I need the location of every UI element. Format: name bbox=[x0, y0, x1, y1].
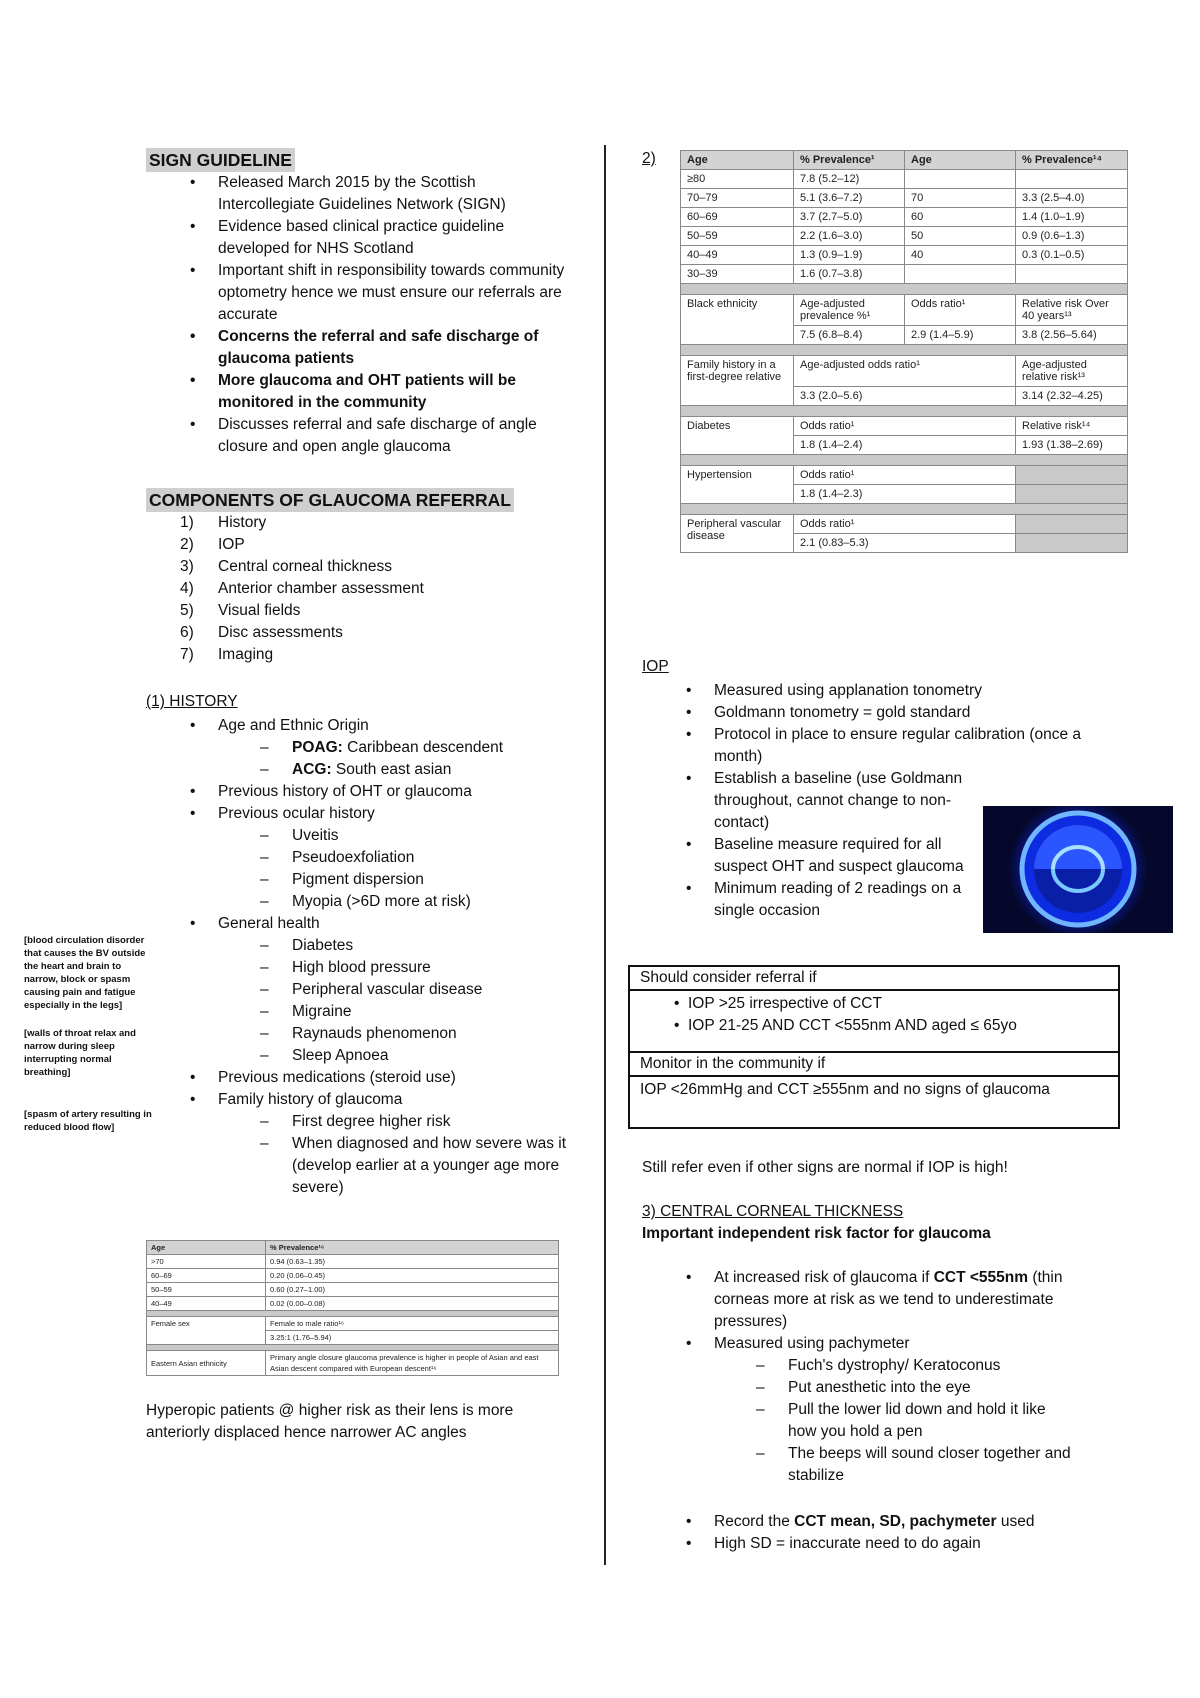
list-item: • Baseline measure required for all suspect OHT and suspect glaucoma bbox=[642, 834, 974, 878]
list-item: – Uveitis bbox=[146, 825, 586, 847]
table-cell: Age-adjusted odds ratio¹ bbox=[794, 356, 1016, 387]
table-cell: Black ethnicity bbox=[681, 295, 794, 345]
list-item: – Put anesthetic into the eye bbox=[642, 1377, 1082, 1399]
table-header-row bbox=[147, 1241, 559, 1255]
list-item: • Minimum reading of 2 readings on a single occasion bbox=[642, 878, 974, 922]
table-cell: 3.25:1 (1.76–5.94) bbox=[266, 1331, 559, 1345]
table-cell bbox=[1016, 515, 1128, 534]
history-list bbox=[146, 715, 586, 1199]
table-cell: 3.7 (2.7–5.0) bbox=[794, 208, 905, 227]
record-text: Record the bbox=[714, 1513, 795, 1530]
table-separator bbox=[681, 345, 1128, 356]
table-cell: Family history in a first-degree relative bbox=[681, 356, 794, 406]
list-item: – Diabetes bbox=[146, 935, 586, 957]
table-cell: 50–59 bbox=[147, 1283, 266, 1297]
table-cell: 2.9 (1.4–5.9) bbox=[905, 326, 1016, 345]
list-item: • IOP 21-25 AND CCT <555nm AND aged ≤ 65yo bbox=[630, 1015, 1118, 1037]
list-item bbox=[642, 1267, 1082, 1333]
list-item: – Pull the lower lid down and hold it like how you hold a pen bbox=[642, 1399, 1058, 1443]
cct-risk-text: At increased risk of glaucoma if bbox=[714, 1269, 934, 1286]
table-cell: 3.3 (2.5–4.0) bbox=[1016, 189, 1128, 208]
components-heading: COMPONENTS OF GLAUCOMA REFERRAL bbox=[146, 488, 514, 512]
table-row bbox=[147, 1269, 559, 1283]
record-bold: CCT mean, SD, pachymeter bbox=[794, 1513, 997, 1530]
list-item: • Concerns the referral and safe discharge of glaucoma patients bbox=[146, 326, 576, 370]
consider-referral-list bbox=[630, 991, 1118, 1053]
item-label: Visual fields bbox=[218, 602, 301, 619]
list-item bbox=[146, 759, 586, 781]
table-row bbox=[147, 1297, 559, 1311]
table-cell: 0.60 (0.27–1.00) bbox=[266, 1283, 559, 1297]
table-cell: Diabetes bbox=[681, 417, 794, 455]
table-row bbox=[147, 1255, 559, 1269]
margin-note-sleep-apnoea: [walls of throat relax and narrow during sleep interrupting normal breathing] bbox=[24, 1028, 136, 1078]
item-label: Anterior chamber assessment bbox=[218, 580, 424, 597]
list-item: • Measured using pachymeter bbox=[642, 1333, 1082, 1355]
list-item: • Goldmann tonometry = gold standard bbox=[642, 702, 1082, 724]
table-cell: 0.3 (0.1–0.5) bbox=[1016, 246, 1128, 265]
table-row bbox=[681, 227, 1128, 246]
list-item: • Previous history of OHT or glaucoma bbox=[146, 781, 586, 803]
table-cell: 3.14 (2.32–4.25) bbox=[1016, 387, 1128, 406]
table-cell: 50 bbox=[905, 227, 1016, 246]
margin-note-pvd: [blood circulation disorder that causes the BV outside the heart and brain to narrow, block or spasm causing pain and fatigue especially in the legs] bbox=[24, 935, 146, 1011]
iop-heading: IOP bbox=[642, 658, 669, 675]
item-number: 2) bbox=[180, 536, 194, 553]
item-label: History bbox=[218, 514, 267, 531]
table-row bbox=[681, 265, 1128, 284]
table-cell: 3.3 (2.0–5.6) bbox=[794, 387, 1016, 406]
table-cell: 40–49 bbox=[147, 1297, 266, 1311]
table-cell: Primary angle closure glaucoma prevalence is higher in people of Asian and east Asian descent compared with European descent¹⁶ bbox=[266, 1351, 559, 1376]
table-cell: 1.8 (1.4–2.4) bbox=[794, 436, 1016, 455]
list-item bbox=[146, 600, 576, 622]
list-item: • Discusses referral and safe discharge of angle closure and open angle glaucoma bbox=[146, 414, 576, 458]
table-cell: 70 bbox=[905, 189, 1016, 208]
cct-heading: 3) CENTRAL CORNEAL THICKNESS bbox=[642, 1203, 904, 1220]
list-item: • Establish a baseline (use Goldmann throughout, cannot change to non-contact) bbox=[642, 768, 964, 834]
list-item: • Important shift in responsibility towards community optometry hence we must ensure our referrals are accurate bbox=[146, 260, 576, 326]
table-cell: ≥80 bbox=[681, 170, 794, 189]
table-row bbox=[681, 515, 1128, 534]
cct-list bbox=[642, 1267, 1082, 1487]
table-cell: 60 bbox=[905, 208, 1016, 227]
table-row bbox=[681, 189, 1128, 208]
table-cell: Relative risk Over 40 years¹³ bbox=[1016, 295, 1128, 326]
table-row bbox=[681, 170, 1128, 189]
table-separator bbox=[681, 504, 1128, 515]
table-cell bbox=[905, 170, 1016, 189]
table-cell: Age bbox=[905, 151, 1016, 170]
table-cell: 40 bbox=[905, 246, 1016, 265]
table-cell: Age bbox=[681, 151, 794, 170]
table-cell: 0.94 (0.63–1.35) bbox=[266, 1255, 559, 1269]
history-heading: (1) HISTORY bbox=[146, 693, 238, 710]
table-cell: Female to male ratio¹⁶ bbox=[266, 1317, 559, 1331]
table-cell: % Prevalence¹⁴ bbox=[1016, 151, 1128, 170]
acg-label: ACG: bbox=[292, 761, 332, 778]
table-separator bbox=[681, 284, 1128, 295]
table-row bbox=[681, 356, 1128, 387]
item-label: IOP bbox=[218, 536, 245, 553]
list-item: • High SD = inaccurate need to do again bbox=[642, 1533, 1082, 1555]
hyperopic-note: Hyperopic patients @ higher risk as their lens is more anteriorly displaced hence narrower AC angles bbox=[146, 1402, 514, 1441]
table-cell: 5.1 (3.6–7.2) bbox=[794, 189, 905, 208]
list-item: • Family history of glaucoma bbox=[146, 1089, 586, 1111]
table-cell bbox=[1016, 265, 1128, 284]
monitor-criteria: IOP <26mmHg and CCT ≥555nm and no signs of glaucoma bbox=[640, 1081, 1050, 1098]
table-marker: 2) bbox=[642, 150, 656, 167]
table-row bbox=[147, 1351, 559, 1376]
cct-subheading: Important independent risk factor for glaucoma bbox=[642, 1225, 991, 1242]
table-cell: Odds ratio¹ bbox=[905, 295, 1016, 326]
list-item: – Pseudoexfoliation bbox=[146, 847, 586, 869]
table-row bbox=[681, 208, 1128, 227]
table-cell: 60–69 bbox=[147, 1269, 266, 1283]
table-cell: 40–49 bbox=[681, 246, 794, 265]
list-item: • More glaucoma and OHT patients will be monitored in the community bbox=[146, 370, 576, 414]
margin-note-raynauds: [spasm of artery resulting in reduced blood flow] bbox=[24, 1109, 152, 1133]
table-cell: Age bbox=[147, 1241, 266, 1255]
acg-text: South east asian bbox=[331, 761, 452, 778]
item-number: 1) bbox=[180, 514, 194, 531]
tonometry-photo bbox=[983, 806, 1173, 933]
table-cell bbox=[1016, 466, 1128, 485]
table-cell: 1.93 (1.38–2.69) bbox=[1016, 436, 1128, 455]
table-separator bbox=[681, 455, 1128, 466]
list-item: • General health bbox=[146, 913, 586, 935]
list-item: • Previous ocular history bbox=[146, 803, 586, 825]
table-cell: 0.20 (0.06–0.45) bbox=[266, 1269, 559, 1283]
list-item: – High blood pressure bbox=[146, 957, 586, 979]
tonometry-prism-icon bbox=[983, 806, 1173, 933]
angle-closure-table bbox=[146, 1240, 559, 1376]
table-row bbox=[147, 1317, 559, 1331]
item-number: 5) bbox=[180, 602, 194, 619]
table-cell: Age-adjusted prevalence %¹ bbox=[794, 295, 905, 326]
consider-referral-heading: Should consider referral if bbox=[630, 967, 1118, 991]
table-cell: Hypertension bbox=[681, 466, 794, 504]
list-item: • Released March 2015 by the Scottish Intercollegiate Guidelines Network (SIGN) bbox=[146, 172, 576, 216]
list-item: – Sleep Apnoea bbox=[146, 1045, 586, 1067]
table-cell: Female sex bbox=[147, 1317, 266, 1345]
item-label: Imaging bbox=[218, 646, 274, 663]
table-cell: 2.1 (0.83–5.3) bbox=[794, 534, 1016, 553]
item-number: 4) bbox=[180, 580, 194, 597]
table-cell bbox=[1016, 170, 1128, 189]
table-header-row bbox=[681, 151, 1128, 170]
table-cell: 1.8 (1.4–2.3) bbox=[794, 485, 1016, 504]
table-cell: 30–39 bbox=[681, 265, 794, 284]
table-cell bbox=[1016, 485, 1128, 504]
column-divider bbox=[604, 145, 606, 1565]
monitor-heading: Monitor in the community if bbox=[630, 1053, 1118, 1077]
table-cell: Eastern Asian ethnicity bbox=[147, 1351, 266, 1376]
list-item: – Peripheral vascular disease bbox=[146, 979, 586, 1001]
table-row bbox=[147, 1283, 559, 1297]
list-item: – Migraine bbox=[146, 1001, 586, 1023]
sign-guideline-list bbox=[146, 172, 576, 458]
list-item: – Fuch's dystrophy/ Keratoconus bbox=[642, 1355, 1082, 1377]
list-item: – The beeps will sound closer together and stabilize bbox=[642, 1443, 1078, 1487]
poag-risk-table bbox=[680, 150, 1128, 553]
table-cell: Peripheral vascular disease bbox=[681, 515, 794, 553]
list-item: – First degree higher risk bbox=[146, 1111, 586, 1133]
list-item: – Raynauds phenomenon bbox=[146, 1023, 586, 1045]
table-cell: 2.2 (1.6–3.0) bbox=[794, 227, 905, 246]
list-item bbox=[146, 556, 576, 578]
table-cell: 1.6 (0.7–3.8) bbox=[794, 265, 905, 284]
list-item: – When diagnosed and how severe was it (develop earlier at a younger age more severe) bbox=[146, 1133, 586, 1199]
components-list bbox=[146, 512, 576, 666]
list-item: • Age and Ethnic Origin bbox=[146, 715, 586, 737]
table-cell bbox=[1016, 534, 1128, 553]
table-cell: 70–79 bbox=[681, 189, 794, 208]
list-item bbox=[146, 737, 586, 759]
record-suffix: used bbox=[996, 1513, 1035, 1530]
table-cell: Age-adjusted relative risk¹³ bbox=[1016, 356, 1128, 387]
list-item bbox=[146, 578, 576, 600]
list-item: • Previous medications (steroid use) bbox=[146, 1067, 586, 1089]
item-number: 6) bbox=[180, 624, 194, 641]
list-item: • Evidence based clinical practice guideline developed for NHS Scotland bbox=[146, 216, 576, 260]
table-separator bbox=[681, 406, 1128, 417]
cct-risk-explanation: (thin corneas more at risk as we tend to underestimate pressures) bbox=[714, 1269, 1063, 1330]
list-item: – Pigment dispersion bbox=[146, 869, 586, 891]
list-item: – Myopia (>6D more at risk) bbox=[146, 891, 586, 913]
table-cell: >70 bbox=[147, 1255, 266, 1269]
list-item: • IOP >25 irrespective of CCT bbox=[630, 993, 1118, 1015]
list-item: • Measured using applanation tonometry bbox=[642, 680, 1082, 702]
still-refer-note: Still refer even if other signs are normal if IOP is high! bbox=[642, 1159, 1008, 1176]
table-cell: Odds ratio¹ bbox=[794, 515, 1016, 534]
list-item: • Protocol in place to ensure regular calibration (once a month) bbox=[642, 724, 1082, 768]
item-number: 7) bbox=[180, 646, 194, 663]
table-cell: 3.8 (2.56–5.64) bbox=[1016, 326, 1128, 345]
table-cell: 60–69 bbox=[681, 208, 794, 227]
table-row bbox=[681, 246, 1128, 265]
table-cell: % Prevalence¹⁶ bbox=[266, 1241, 559, 1255]
table-cell: 1.4 (1.0–1.9) bbox=[1016, 208, 1128, 227]
table-row bbox=[681, 295, 1128, 326]
list-item bbox=[146, 512, 576, 534]
table-row bbox=[681, 417, 1128, 436]
table-cell: 1.3 (0.9–1.9) bbox=[794, 246, 905, 265]
item-number: 3) bbox=[180, 558, 194, 575]
item-label: Central corneal thickness bbox=[218, 558, 393, 575]
poag-text: Caribbean descendent bbox=[342, 739, 504, 756]
referral-criteria-box bbox=[628, 965, 1120, 1129]
table-cell: Odds ratio¹ bbox=[794, 417, 1016, 436]
table-cell: % Prevalence¹ bbox=[794, 151, 905, 170]
table-cell: Relative risk¹⁴ bbox=[1016, 417, 1128, 436]
cct-record-list bbox=[642, 1511, 1082, 1555]
list-item bbox=[146, 644, 576, 666]
cct-threshold: CCT <555nm bbox=[933, 1269, 1029, 1286]
poag-label: POAG: bbox=[292, 739, 343, 756]
list-item bbox=[146, 622, 576, 644]
table-row bbox=[681, 466, 1128, 485]
list-item bbox=[642, 1511, 1082, 1533]
list-item bbox=[146, 534, 576, 556]
table-cell: 0.02 (0.00–0.08) bbox=[266, 1297, 559, 1311]
table-cell bbox=[905, 265, 1016, 284]
table-cell: 7.5 (6.8–8.4) bbox=[794, 326, 905, 345]
table-cell: Odds ratio¹ bbox=[794, 466, 1016, 485]
item-label: Disc assessments bbox=[218, 624, 343, 641]
table-cell: 0.9 (0.6–1.3) bbox=[1016, 227, 1128, 246]
table-cell: 7.8 (5.2–12) bbox=[794, 170, 905, 189]
table-cell: 50–59 bbox=[681, 227, 794, 246]
sign-guideline-heading: SIGN GUIDELINE bbox=[146, 148, 295, 172]
